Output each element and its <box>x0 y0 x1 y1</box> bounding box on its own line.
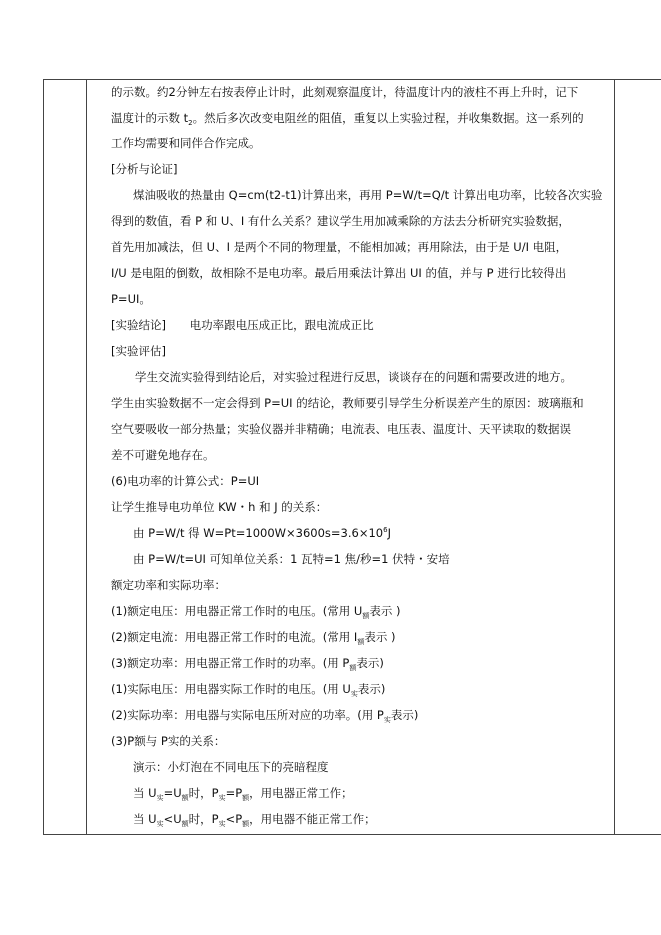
table-top-border <box>43 79 661 80</box>
subscript: 额 <box>362 612 370 620</box>
text: 表示) <box>356 656 384 670</box>
relation-line <box>133 785 353 803</box>
paragraph-line: 学生交流实验得到结论后，对实验过程进行反思，谈谈存在的问题和需要改进的地方。 <box>135 370 572 384</box>
paragraph-line: 首先用加减法，但 U、I 是两个不同的物理量，不能相加减；再用除法，由于是 U/I 电阻， <box>111 240 568 254</box>
paragraph-line <box>111 110 584 128</box>
paragraph-line: 工作均需要和同伴合作完成。 <box>111 136 261 150</box>
subscript: 实 <box>350 690 358 698</box>
subscript: 额 <box>181 794 189 802</box>
subscript: 额 <box>349 664 357 672</box>
superscript: 6 <box>383 526 388 534</box>
text: 表示) <box>357 682 386 696</box>
table-column-divider <box>86 79 87 834</box>
text: (2)额定电流：用电器正常工作时的电流。(常用 I <box>111 630 358 644</box>
definition-line <box>111 707 418 725</box>
subscript: 实 <box>156 794 164 802</box>
subscript: 额 <box>357 638 365 646</box>
text: 表示 ) <box>369 604 401 618</box>
paragraph-line: 的示数。约2分钟左右按表停止计时，此刻观察温度计，待温度计内的液柱不再上升时，记下 <box>111 85 579 99</box>
text: ，用电器正常工作； <box>249 786 353 800</box>
formula-line: 由 P=W/t=UI 可知单位关系：1 瓦特=1 焦/秒=1 伏特・安培 <box>133 552 450 566</box>
text: 表示) <box>390 708 419 722</box>
table-column-divider <box>614 79 615 834</box>
table-bottom-border <box>43 834 661 835</box>
text: 时，P <box>188 812 219 826</box>
paragraph-line: (3)P额与 P实的关系： <box>111 734 226 748</box>
section-heading: [分析与论证] <box>111 162 178 176</box>
definition-line <box>111 603 401 621</box>
text: (2)实际功率：用电器与实际电压所对应的功率。(用 P <box>111 708 384 722</box>
paragraph-line: 学生由实验数据不一定会得到 P=UI 的结论，教师要引导学生分析误差产生的原因：玻璃瓶和 <box>111 396 584 410</box>
paragraph-line: I/U 是电阻的倒数，故相除不是电功率。最后用乘法计算出 UI 的值，并与 P 进行比较得出 <box>111 266 567 280</box>
paragraph-line: (6)电功率的计算公式：P=UI <box>111 474 260 488</box>
text: (3)额定功率：用电器正常工作时的功率。(用 P <box>111 656 350 670</box>
paragraph-line: P=UI。 <box>111 292 151 306</box>
text: <U <box>163 812 182 826</box>
text: 当 U <box>133 786 157 800</box>
text: 时，P <box>188 786 219 800</box>
subscript: 额 <box>242 794 250 802</box>
paragraph-line: 空气要吸收一部分热量；实验仪器并非精确；电流表、电压表、温度计、天平读取的数据误 <box>111 422 571 436</box>
text: 表示 ) <box>364 630 396 644</box>
definition-line <box>111 629 395 647</box>
definition-line <box>111 655 384 673</box>
paragraph-line: 额定功率和实际功率： <box>111 578 226 592</box>
subscript: 2 <box>188 119 193 127</box>
paragraph-line: 煤油吸收的热量由 Q=cm(t2-t1)计算出来，再用 P=W/t=Q/t 计算出电功率，比较各次实验 <box>133 188 603 202</box>
text: <P <box>225 812 243 826</box>
text: =U <box>163 786 182 800</box>
paragraph-line: 演示：小灯泡在不同电压下的亮暗程度 <box>133 760 329 774</box>
text: =P <box>225 786 243 800</box>
subscript: 额 <box>242 820 250 828</box>
definition-line <box>111 681 385 699</box>
paragraph-line: 得到的数值，看 P 和 U、I 有什么关系？建议学生用加减乘除的方法去分析研究实验数据， <box>111 214 570 228</box>
text: 由 P=W/t 得 W=Pt=1000W×3600s=3.6×10 <box>133 526 384 540</box>
subscript: 实 <box>383 716 391 724</box>
section-heading: [实验评估] <box>111 344 166 358</box>
subscript: 实 <box>218 794 226 802</box>
paragraph-line: 差不可避免地存在。 <box>111 448 215 462</box>
text: ，用电器不能正常工作； <box>249 812 376 826</box>
subscript: 实 <box>156 820 164 828</box>
text: (1)实际电压：用电器实际工作时的电压。(用 U <box>111 682 351 696</box>
subscript: 额 <box>181 820 189 828</box>
subscript: 实 <box>218 820 226 828</box>
heading-label: [实验结论] <box>111 318 166 332</box>
text: 温度计的示数 t <box>111 111 189 125</box>
table-left-border <box>43 79 44 834</box>
conclusion-text: 电功率跟电压成正比，跟电流成正比 <box>189 318 374 332</box>
section-heading <box>111 317 374 333</box>
formula-line <box>133 525 391 543</box>
text: (1)额定电压：用电器正常工作时的电压。(常用 U <box>111 604 363 618</box>
text: 。然后多次改变电阻丝的阻值，重复以上实验过程，并收集数据。这一系列的 <box>192 111 584 125</box>
relation-line <box>133 811 376 829</box>
text: J <box>387 526 391 540</box>
paragraph-line: 让学生推导电功单位 KW・h 和 J 的关系： <box>111 500 328 514</box>
text: 当 U <box>133 812 157 826</box>
